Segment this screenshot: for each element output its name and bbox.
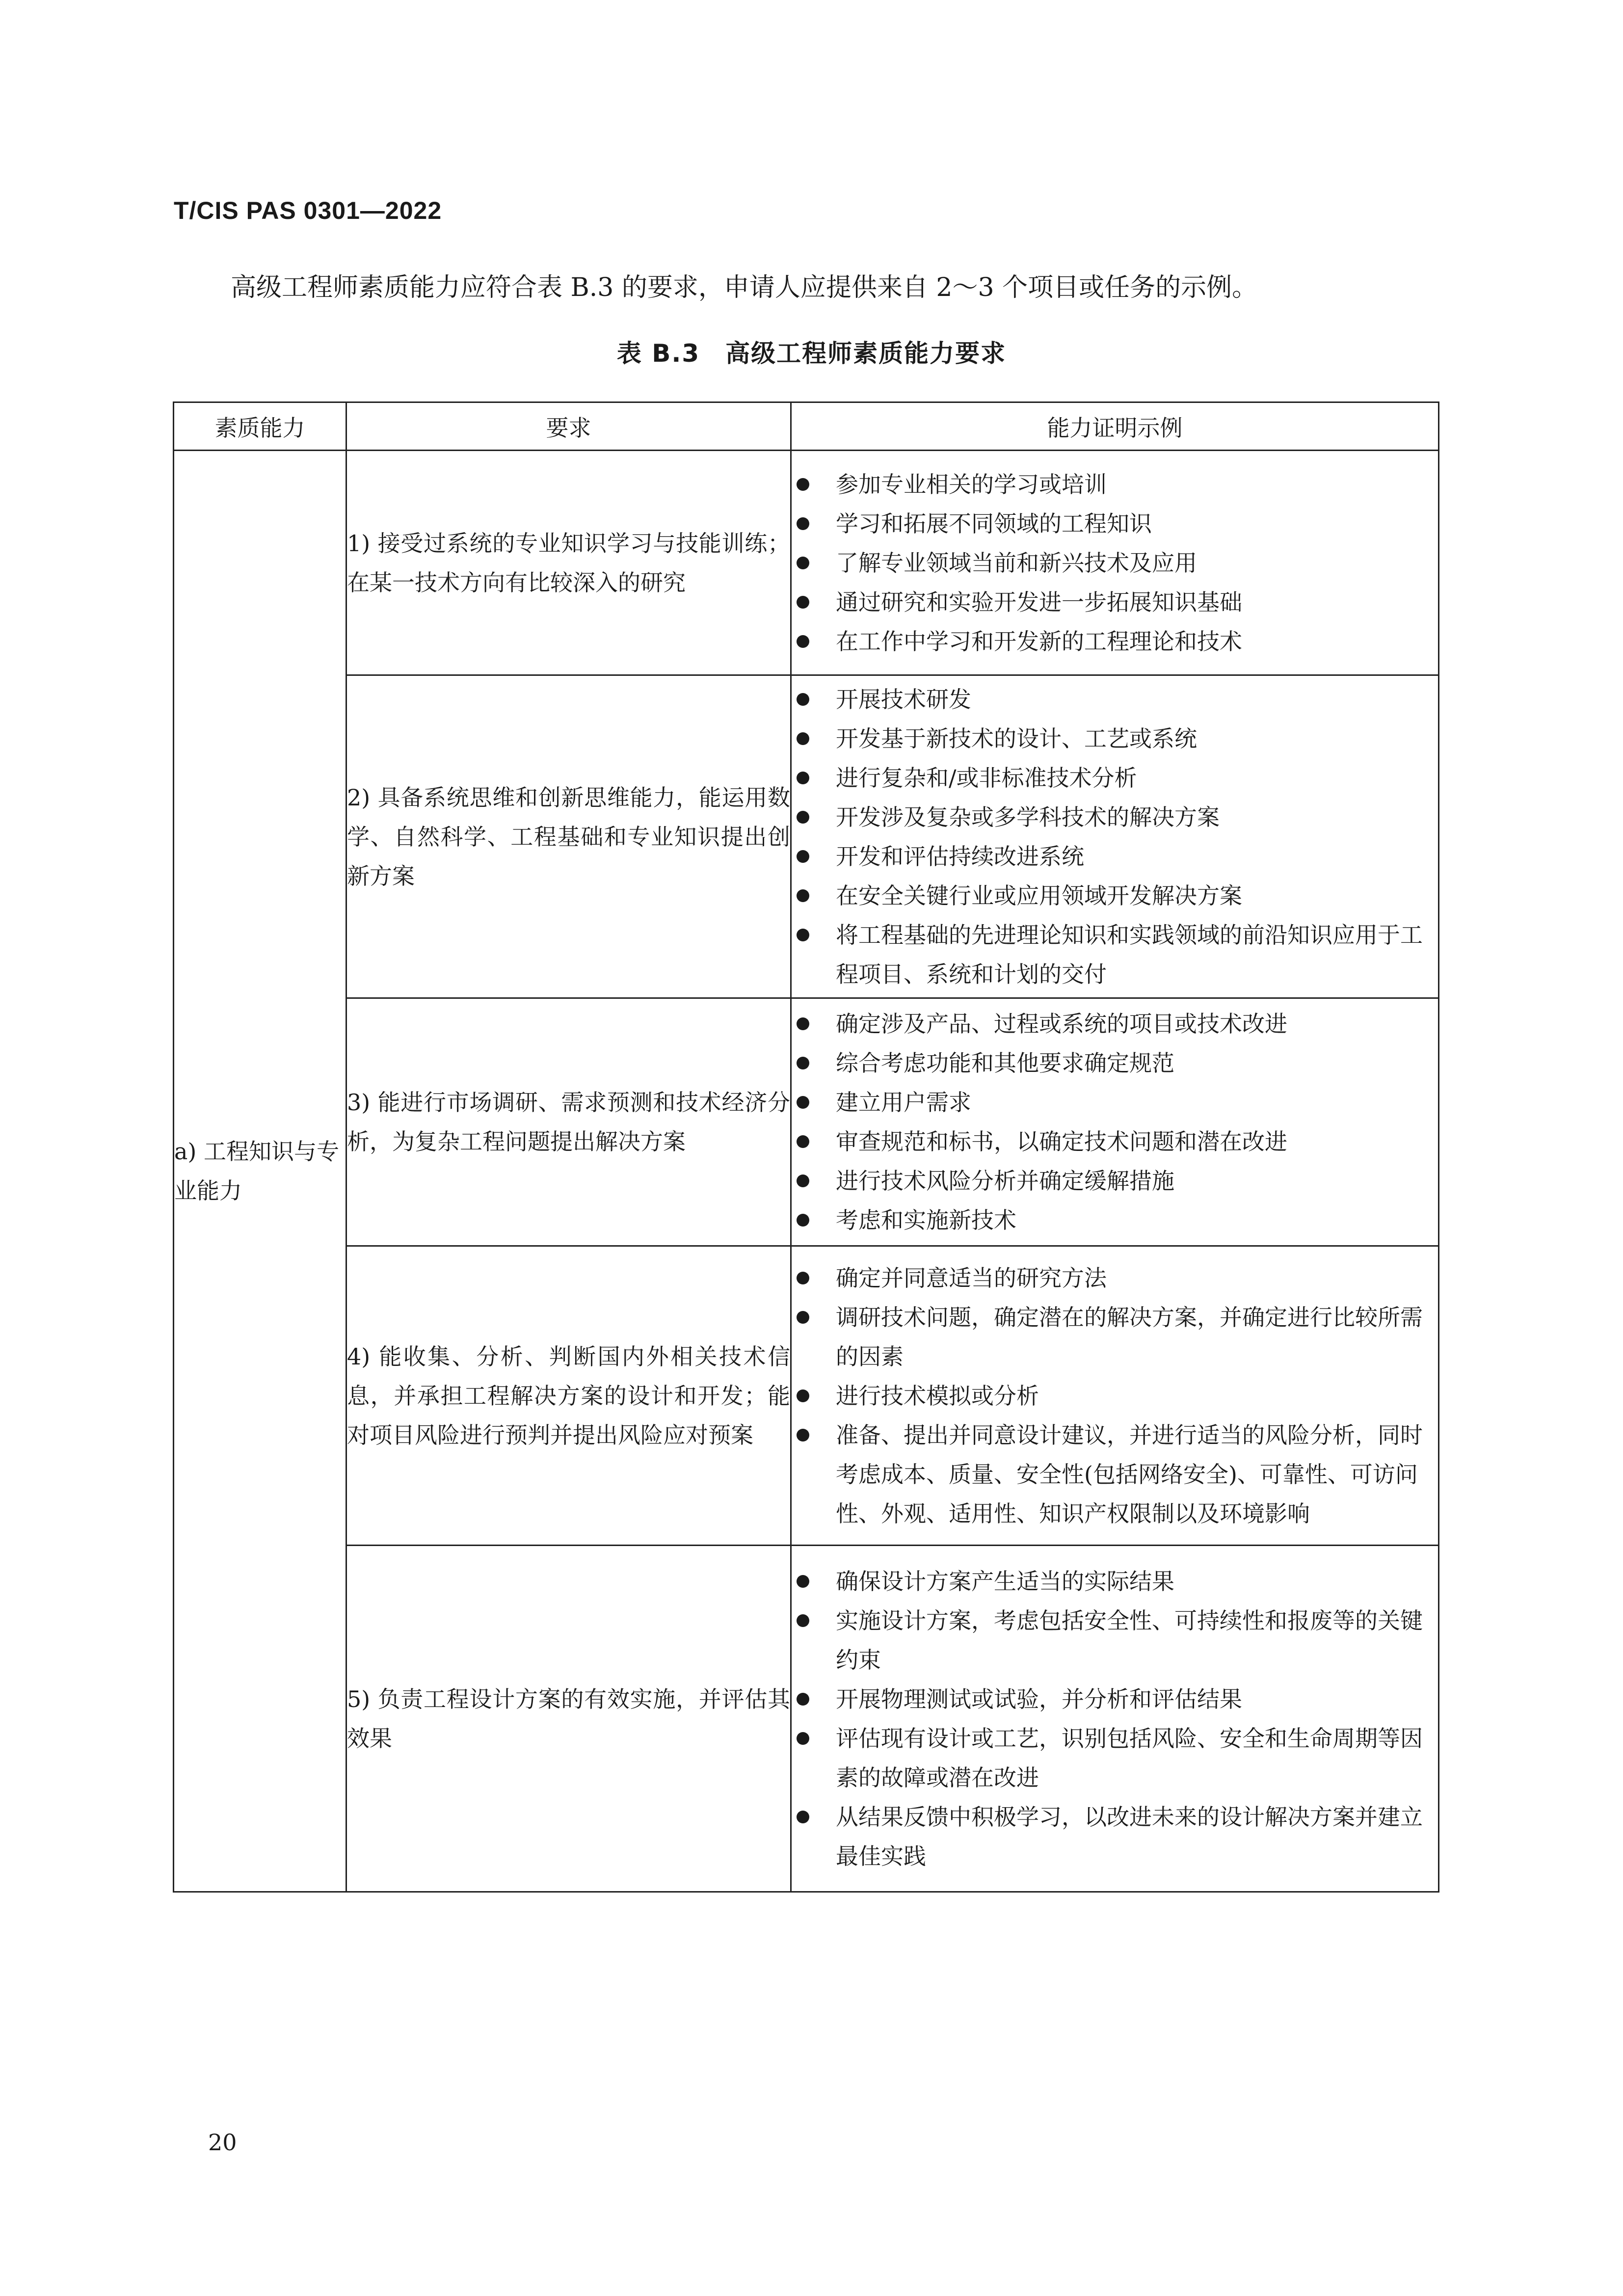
- bullet-icon: [797, 596, 809, 609]
- examples-cell: [791, 1246, 1439, 1546]
- list-item-text: 确定涉及产品、过程或系统的项目或技术改进: [836, 1011, 1287, 1037]
- bullet-icon: [797, 1811, 809, 1823]
- examples-cell: [791, 998, 1439, 1246]
- requirement-cell: 3) 能进行市场调研、需求预测和技术经济分析，为复杂工程问题提出解决方案: [346, 998, 791, 1246]
- list-item: [792, 465, 1438, 504]
- bullet-icon: [797, 1214, 809, 1227]
- table-header-row: [174, 402, 1439, 451]
- examples-list: [792, 1562, 1438, 1876]
- list-item: [792, 1161, 1438, 1201]
- column-header: 素质能力: [174, 402, 346, 451]
- column-header: 要求: [346, 402, 791, 451]
- list-item: [792, 719, 1438, 758]
- list-item: [792, 1797, 1438, 1876]
- list-item-text: 审查规范和标书，以确定技术问题和潜在改进: [836, 1128, 1287, 1155]
- list-item: [792, 1601, 1438, 1680]
- list-item-text: 在安全关键行业或应用领域开发解决方案: [836, 882, 1242, 909]
- list-item: [792, 876, 1438, 915]
- bullet-icon: [797, 557, 809, 569]
- list-item-text: 综合考虑功能和其他要求确定规范: [836, 1050, 1174, 1076]
- intro-paragraph: 高级工程师素质能力应符合表 B.3 的要求，申请人应提供来自 2～3 个项目或任务的示例。: [231, 273, 1258, 302]
- document-id: T/CIS PAS 0301—2022: [174, 197, 442, 224]
- list-item-text: 建立用户需求: [836, 1089, 971, 1116]
- list-item: [792, 1680, 1438, 1719]
- examples-list: [792, 1004, 1438, 1240]
- list-item: [792, 758, 1438, 798]
- list-item-text: 开展物理测试或试验，并分析和评估结果: [836, 1685, 1242, 1712]
- list-item-text: 开展技术研发: [836, 686, 971, 713]
- table-caption: 表 B.3 高级工程师素质能力要求: [616, 339, 1007, 368]
- bullet-icon: [797, 1017, 809, 1030]
- bullet-icon: [797, 1096, 809, 1109]
- bullet-icon: [797, 1311, 809, 1324]
- list-item-text: 开发基于新技术的设计、工艺或系统: [836, 725, 1197, 752]
- list-item: [792, 680, 1438, 719]
- bullet-icon: [797, 517, 809, 530]
- bullet-icon: [797, 732, 809, 745]
- list-item: [792, 915, 1438, 994]
- list-item-text: 进行复杂和/或非标准技术分析: [836, 764, 1137, 791]
- list-item: [792, 543, 1438, 583]
- list-item-text: 调研技术问题，确定潜在的解决方案，并确定进行比较所需的因素: [836, 1304, 1423, 1370]
- list-item: [792, 1201, 1438, 1240]
- list-item: [792, 622, 1438, 661]
- list-item-text: 确定并同意适当的研究方法: [836, 1264, 1107, 1291]
- bullet-icon: [797, 1135, 809, 1148]
- examples-list: [792, 680, 1438, 994]
- column-header: 能力证明示例: [791, 402, 1439, 451]
- examples-list: [792, 465, 1438, 661]
- list-item: [792, 504, 1438, 543]
- list-item: [792, 1376, 1438, 1415]
- examples-cell: [791, 451, 1439, 675]
- list-item: [792, 798, 1438, 837]
- bullet-icon: [797, 1732, 809, 1745]
- list-item: [792, 1004, 1438, 1043]
- table-row: [174, 675, 1439, 998]
- list-item-text: 确保设计方案产生适当的实际结果: [836, 1568, 1174, 1595]
- list-item-text: 在工作中学习和开发新的工程理论和技术: [836, 628, 1242, 655]
- list-item-text: 将工程基础的先进理论知识和实践领域的前沿知识应用于工程项目、系统和计划的交付: [836, 921, 1423, 988]
- list-item: [792, 1415, 1438, 1533]
- list-item-text: 学习和拓展不同领域的工程知识: [836, 510, 1152, 537]
- list-item-text: 了解专业领域当前和新兴技术及应用: [836, 549, 1197, 576]
- bullet-icon: [797, 929, 809, 941]
- list-item: [792, 1562, 1438, 1601]
- requirement-cell: 4) 能收集、分析、判断国内外相关技术信息，并承担工程解决方案的设计和开发；能对项目风险进行预判并提出风险应对预案: [346, 1246, 791, 1546]
- category-cell: a) 工程知识与专业能力: [174, 451, 346, 1892]
- bullet-icon: [797, 1693, 809, 1706]
- list-item-text: 进行技术模拟或分析: [836, 1382, 1039, 1409]
- table-row: [174, 1246, 1439, 1546]
- examples-cell: [791, 675, 1439, 998]
- list-item: [792, 1083, 1438, 1122]
- bullet-icon: [797, 1614, 809, 1627]
- list-item-text: 考虑和实施新技术: [836, 1207, 1016, 1233]
- bullet-icon: [797, 635, 809, 648]
- list-item: [792, 837, 1438, 876]
- list-item-text: 进行技术风险分析并确定缓解措施: [836, 1168, 1174, 1194]
- list-item-text: 准备、提出并同意设计建议，并进行适当的风险分析，同时考虑成本、质量、安全性(包括网络安全)、可靠性、可访问性、外观、适用性、知识产权限制以及环境影响: [836, 1421, 1423, 1527]
- list-item: [792, 1258, 1438, 1298]
- list-item: [792, 1122, 1438, 1161]
- requirement-cell: 5) 负责工程设计方案的有效实施，并评估其效果: [346, 1546, 791, 1892]
- table-row: [174, 1546, 1439, 1892]
- bullet-icon: [797, 1272, 809, 1284]
- list-item-text: 开发涉及复杂或多学科技术的解决方案: [836, 803, 1220, 830]
- list-item-text: 参加专业相关的学习或培训: [836, 471, 1107, 498]
- bullet-icon: [797, 889, 809, 902]
- bullet-icon: [797, 850, 809, 863]
- bullet-icon: [797, 1389, 809, 1402]
- list-item: [792, 583, 1438, 622]
- requirements-table: [173, 401, 1439, 1893]
- bullet-icon: [797, 772, 809, 784]
- bullet-icon: [797, 1175, 809, 1187]
- bullet-icon: [797, 1429, 809, 1442]
- bullet-icon: [797, 811, 809, 824]
- list-item-text: 通过研究和实验开发进一步拓展知识基础: [836, 588, 1242, 615]
- examples-cell: [791, 1546, 1439, 1892]
- list-item: [792, 1719, 1438, 1797]
- list-item-text: 评估现有设计或工艺，识别包括风险、安全和生命周期等因素的故障或潜在改进: [836, 1725, 1423, 1791]
- list-item-text: 实施设计方案，考虑包括安全性、可持续性和报废等的关键约束: [836, 1607, 1423, 1673]
- bullet-icon: [797, 693, 809, 706]
- bullet-icon: [797, 1575, 809, 1588]
- table-row: [174, 998, 1439, 1246]
- list-item: [792, 1298, 1438, 1376]
- bullet-icon: [797, 1057, 809, 1069]
- list-item: [792, 1043, 1438, 1083]
- table-row: [174, 451, 1439, 675]
- examples-list: [792, 1258, 1438, 1533]
- requirement-cell: 2) 具备系统思维和创新思维能力，能运用数学、自然科学、工程基础和专业知识提出创新方案: [346, 675, 791, 998]
- list-item-text: 开发和评估持续改进系统: [836, 843, 1084, 870]
- page-number: 20: [208, 2129, 237, 2156]
- list-item-text: 从结果反馈中积极学习，以改进未来的设计解决方案并建立最佳实践: [836, 1803, 1423, 1869]
- bullet-icon: [797, 478, 809, 491]
- requirement-cell: 1) 接受过系统的专业知识学习与技能训练；在某一技术方向有比较深入的研究: [346, 451, 791, 675]
